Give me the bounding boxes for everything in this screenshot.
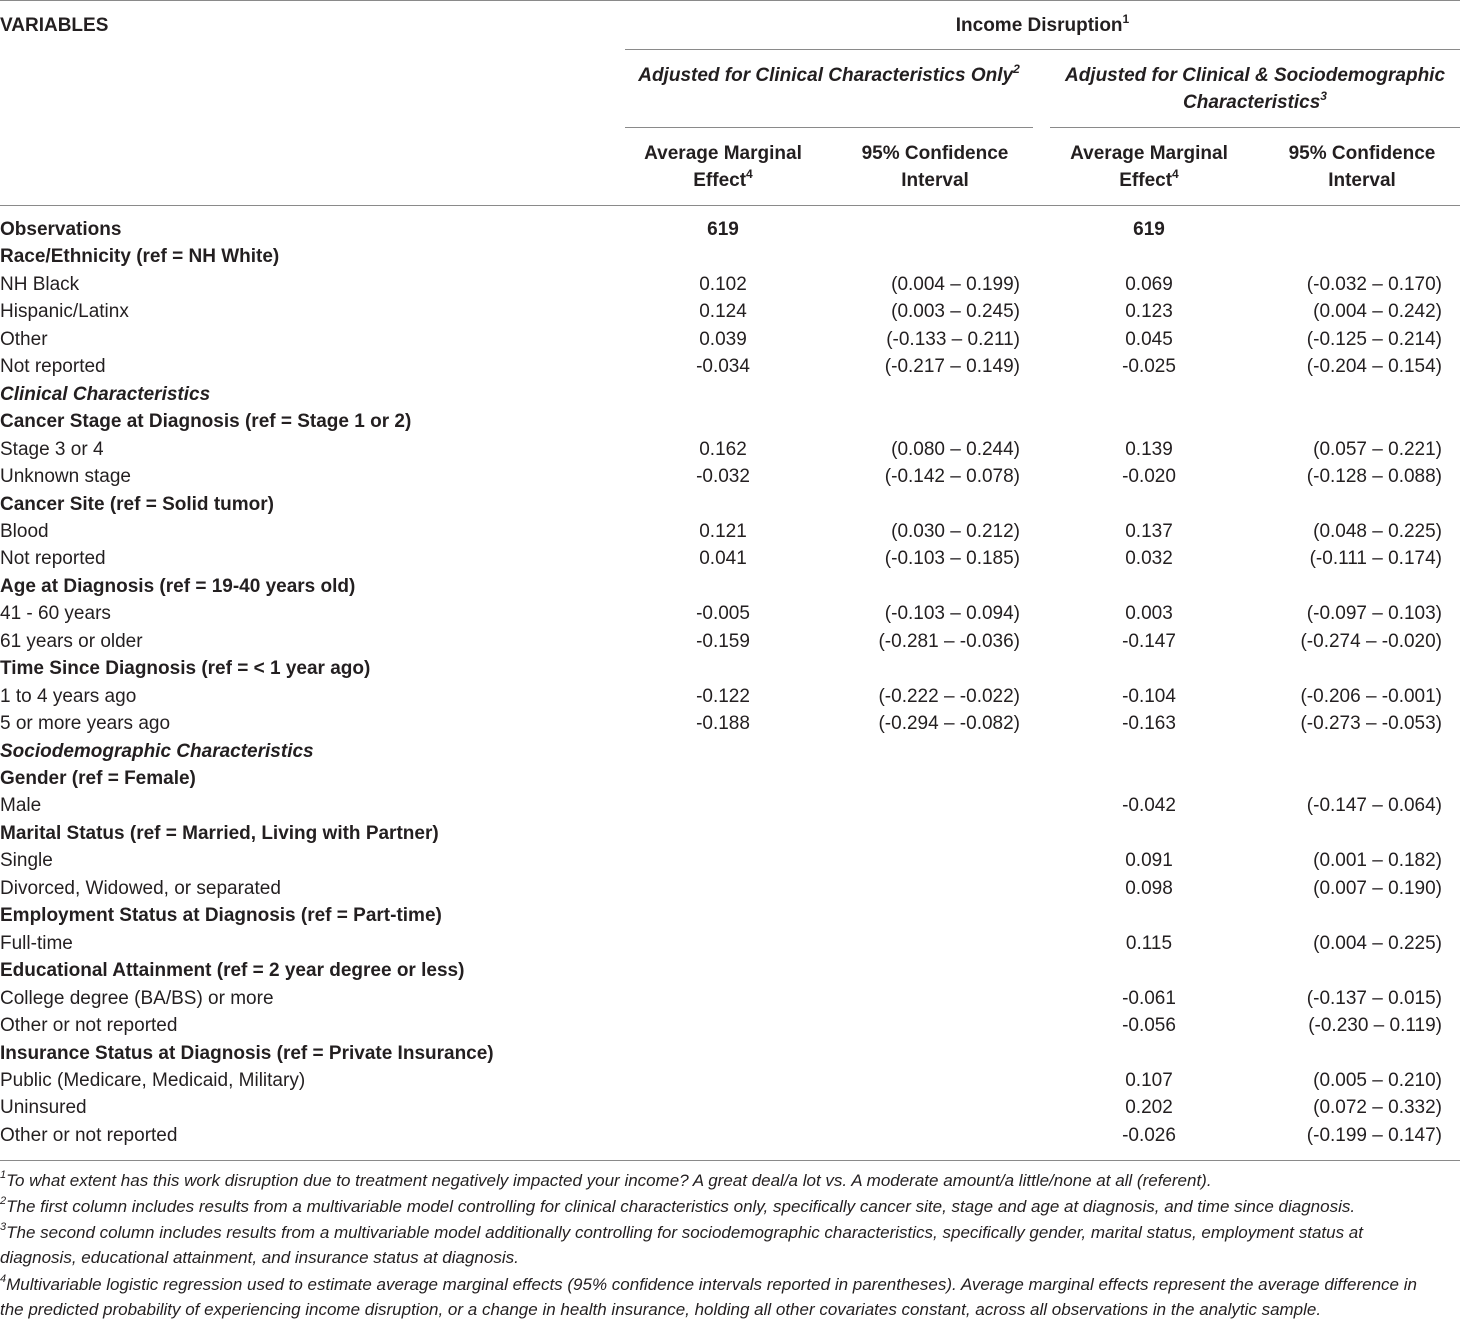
row-label: Age at Diagnosis (ref = 19-40 years old)	[0, 576, 356, 597]
row-label: Gender (ref = Female)	[0, 768, 196, 789]
footnote-1-text: To what extent has this work disruption due to treatment negatively impacted your income? A great deal/a lot vs. A moderate amount/a little/none at all (referent).	[6, 1171, 1212, 1190]
model2-ci-cell: (0.004 – 0.225)	[1313, 933, 1442, 954]
model2-ame-cell: 0.091	[1125, 850, 1173, 871]
footnote-2	[0, 1194, 1460, 1219]
model2-ci-cell: (0.004 – 0.242)	[1313, 301, 1442, 322]
model2-title-line1: Adjusted for Clinical & Sociodemographic	[1064, 65, 1446, 86]
model2-ci-cell: (-0.125 – 0.214)	[1306, 329, 1442, 350]
variables-header: VARIABLES	[0, 15, 109, 36]
model1-ci-cell: (-0.222 – -0.022)	[878, 686, 1020, 707]
row-label: Male	[0, 795, 42, 816]
row-label: Hispanic/Latinx	[0, 301, 129, 322]
model2-ame-cell: -0.056	[1122, 1015, 1176, 1036]
row-label: NH Black	[0, 274, 80, 295]
model1-ame-cell: 0.162	[699, 439, 747, 460]
top-rule	[0, 0, 1460, 1]
row-label: Other or not reported	[0, 1015, 178, 1036]
model2-ci-header	[1262, 140, 1460, 194]
model2-ame-cell: 0.123	[1125, 301, 1173, 322]
model2-ame-cell: 0.069	[1125, 274, 1173, 295]
footnote-1	[0, 1168, 1460, 1193]
row-label: Sociodemographic Characteristics	[0, 741, 314, 762]
footnote-3-sup: 3	[0, 1221, 7, 1234]
ci-line2: Interval	[1328, 170, 1396, 191]
row-label: Other or not reported	[0, 1125, 178, 1146]
model1-ame-cell: -0.159	[696, 631, 750, 652]
model2-ame-cell: 619	[1133, 219, 1165, 240]
model1-ame-cell: 619	[707, 219, 739, 240]
model1-ci-cell: (-0.142 – 0.078)	[884, 466, 1020, 487]
model2-ci-cell: (-0.204 – 0.154)	[1306, 356, 1442, 377]
model1-ame-cell: 0.041	[699, 548, 747, 569]
income-disruption-header	[625, 12, 1460, 39]
model2-ame-cell: 0.003	[1125, 603, 1173, 624]
model1-ci-cell: (-0.103 – 0.094)	[884, 603, 1020, 624]
row-label: Not reported	[0, 548, 106, 569]
table-bottom-rule	[0, 1160, 1460, 1161]
row-label: Single	[0, 850, 53, 871]
model2-ci-cell: (0.007 – 0.190)	[1313, 878, 1442, 899]
model2-ci-cell: (0.072 – 0.332)	[1313, 1097, 1442, 1118]
model2-ci-cell: (0.001 – 0.182)	[1313, 850, 1442, 871]
footnote-4-text: Multivariable logistic regression used to estimate average marginal effects (95% confidence intervals reported in parentheses). Average marginal effects represent the average difference in	[6, 1275, 1417, 1294]
ame-line2: Effect	[1119, 170, 1173, 191]
ame-sup: 4	[1172, 166, 1179, 181]
row-label: Race/Ethnicity (ref = NH White)	[0, 246, 280, 267]
model2-ci-cell: (-0.032 – 0.170)	[1306, 274, 1442, 295]
model1-ame-cell: -0.005	[696, 603, 750, 624]
ci-line2: Interval	[901, 170, 969, 191]
model2-ame-cell: -0.025	[1122, 356, 1176, 377]
row-label: Clinical Characteristics	[0, 384, 211, 405]
ame-line1: Average Marginal	[644, 143, 802, 164]
model1-ci-cell: (-0.133 – 0.211)	[886, 329, 1020, 350]
footnote-3-text: The second column includes results from a multivariable model additionally controlling for sociodemographic characteristics, specifically gender, marital status, employment status at	[6, 1223, 1363, 1242]
model2-ame-cell: 0.139	[1125, 439, 1173, 460]
model1-ci-cell: (-0.217 – 0.149)	[884, 356, 1020, 377]
row-label: Unknown stage	[0, 466, 131, 487]
model2-ame-cell: -0.163	[1122, 713, 1176, 734]
row-label: College degree (BA/BS) or more	[0, 988, 274, 1009]
row-label: Observations	[0, 219, 122, 240]
model2-ame-cell: -0.042	[1122, 795, 1176, 816]
row-label: 61 years or older	[0, 631, 143, 652]
model2-ci-cell: (0.048 – 0.225)	[1313, 521, 1442, 542]
row-label: Cancer Stage at Diagnosis (ref = Stage 1 or 2)	[0, 411, 412, 432]
row-label: Cancer Site (ref = Solid tumor)	[0, 494, 274, 515]
income-disruption-sup: 1	[1122, 11, 1130, 26]
model1-rule	[625, 127, 1033, 128]
model1-ame-cell: 0.102	[699, 274, 747, 295]
model2-title-line2: Characteristics	[1183, 92, 1321, 113]
ame-line2: Effect	[693, 170, 747, 191]
row-label: 5 or more years ago	[0, 713, 171, 734]
model2-ci-cell: (-0.274 – -0.020)	[1300, 631, 1442, 652]
row-label: Full-time	[0, 933, 73, 954]
ame-sup: 4	[746, 166, 753, 181]
footnote-4-sup: 4	[0, 1273, 7, 1286]
model2-ame-cell: -0.026	[1122, 1125, 1176, 1146]
ame-line1: Average Marginal	[1070, 143, 1228, 164]
row-label: Uninsured	[0, 1097, 87, 1118]
model1-ci-cell: (0.080 – 0.244)	[891, 439, 1020, 460]
model1-title: Adjusted for Clinical Characteristics Only	[638, 65, 1014, 86]
ci-line1: 95% Confidence	[861, 143, 1009, 164]
footnote-4	[0, 1272, 1460, 1322]
row-label: Public (Medicare, Medicaid, Military)	[0, 1070, 306, 1091]
model2-ci-cell: (-0.137 – 0.015)	[1306, 988, 1442, 1009]
model2-ci-cell: (-0.273 – -0.053)	[1300, 713, 1442, 734]
footnote-3-text-cont: diagnosis, educational attainment, and insurance status at diagnosis.	[0, 1248, 519, 1267]
footnote-2-text: The first column includes results from a multivariable model controlling for clinical characteristics only, specifically cancer site, stage and age at diagnosis, and time since diagnosis.	[6, 1197, 1356, 1216]
row-label: Educational Attainment (ref = 2 year degree or less)	[0, 960, 465, 981]
model2-ame-cell: -0.104	[1122, 686, 1176, 707]
model1-ci-header	[835, 140, 1035, 194]
model2-header	[1045, 62, 1460, 116]
model1-ame-header	[625, 140, 821, 194]
row-label: Insurance Status at Diagnosis (ref = Private Insurance)	[0, 1043, 494, 1064]
income-disruption-label: Income Disruption	[955, 15, 1123, 36]
row-label: Marital Status (ref = Married, Living with Partner)	[0, 823, 439, 844]
ci-line1: 95% Confidence	[1288, 143, 1436, 164]
model1-sup: 2	[1013, 61, 1020, 76]
model2-ci-cell: (-0.128 – 0.088)	[1306, 466, 1442, 487]
model1-header	[620, 62, 1038, 89]
footnote-3	[0, 1220, 1460, 1270]
model1-ame-cell: 0.039	[699, 329, 747, 350]
model1-ame-cell: -0.122	[696, 686, 750, 707]
row-label: Employment Status at Diagnosis (ref = Part-time)	[0, 905, 442, 926]
model2-ame-cell: 0.202	[1125, 1097, 1173, 1118]
model1-ci-cell: (-0.294 – -0.082)	[878, 713, 1020, 734]
row-label: 1 to 4 years ago	[0, 686, 137, 707]
header-bottom-rule	[0, 205, 1460, 206]
model2-ci-cell: (-0.230 – 0.119)	[1308, 1015, 1442, 1036]
model2-ame-cell: 0.137	[1125, 521, 1173, 542]
model2-ci-cell: (0.005 – 0.210)	[1313, 1070, 1442, 1091]
row-label: 41 - 60 years	[0, 603, 111, 624]
income-disruption-rule	[625, 49, 1460, 50]
model2-rule	[1050, 127, 1460, 128]
model2-ame-cell: 0.107	[1125, 1070, 1173, 1091]
model1-ame-cell: -0.032	[696, 466, 750, 487]
model2-ame-cell: -0.061	[1122, 988, 1176, 1009]
model2-ame-cell: -0.147	[1122, 631, 1176, 652]
model1-ame-cell: -0.034	[696, 356, 750, 377]
model2-ci-cell: (-0.147 – 0.064)	[1306, 795, 1442, 816]
footnote-1-sup: 1	[0, 1169, 7, 1182]
model1-ame-cell: 0.124	[699, 301, 747, 322]
model1-ame-cell: 0.121	[699, 521, 747, 542]
row-label: Time Since Diagnosis (ref = < 1 year ago)	[0, 658, 371, 679]
model2-ci-cell: (-0.206 – -0.001)	[1300, 686, 1442, 707]
model1-ci-cell: (0.030 – 0.212)	[891, 521, 1020, 542]
model2-ame-cell: 0.115	[1125, 933, 1173, 954]
row-label: Not reported	[0, 356, 106, 377]
model2-ci-cell: (-0.199 – 0.147)	[1306, 1125, 1442, 1146]
model2-ame-cell: -0.020	[1122, 466, 1176, 487]
row-label: Other	[0, 329, 48, 350]
model2-ame-cell: 0.098	[1125, 878, 1173, 899]
model1-ci-cell: (-0.281 – -0.036)	[878, 631, 1020, 652]
row-label: Stage 3 or 4	[0, 439, 104, 460]
row-label: Blood	[0, 521, 49, 542]
model2-sup: 3	[1320, 88, 1327, 103]
row-label: Divorced, Widowed, or separated	[0, 878, 281, 899]
model1-ci-cell: (-0.103 – 0.185)	[884, 548, 1020, 569]
model2-ci-cell: (-0.111 – 0.174)	[1309, 548, 1442, 569]
footnote-2-sup: 2	[0, 1195, 7, 1208]
model1-ci-cell: (0.004 – 0.199)	[891, 274, 1020, 295]
model2-ame-cell: 0.032	[1125, 548, 1173, 569]
model2-ci-cell: (0.057 – 0.221)	[1313, 439, 1442, 460]
model1-ame-cell: -0.188	[696, 713, 750, 734]
model1-ci-cell: (0.003 – 0.245)	[891, 301, 1020, 322]
model2-ame-cell: 0.045	[1125, 329, 1173, 350]
model2-ci-cell: (-0.097 – 0.103)	[1306, 603, 1442, 624]
footnote-4-text-cont: the predicted probability of experiencing income disruption, or a change in health insurance, holding all other covariates constant, across all observations in the analytic sample.	[0, 1300, 1322, 1319]
model2-ame-header	[1050, 140, 1248, 194]
